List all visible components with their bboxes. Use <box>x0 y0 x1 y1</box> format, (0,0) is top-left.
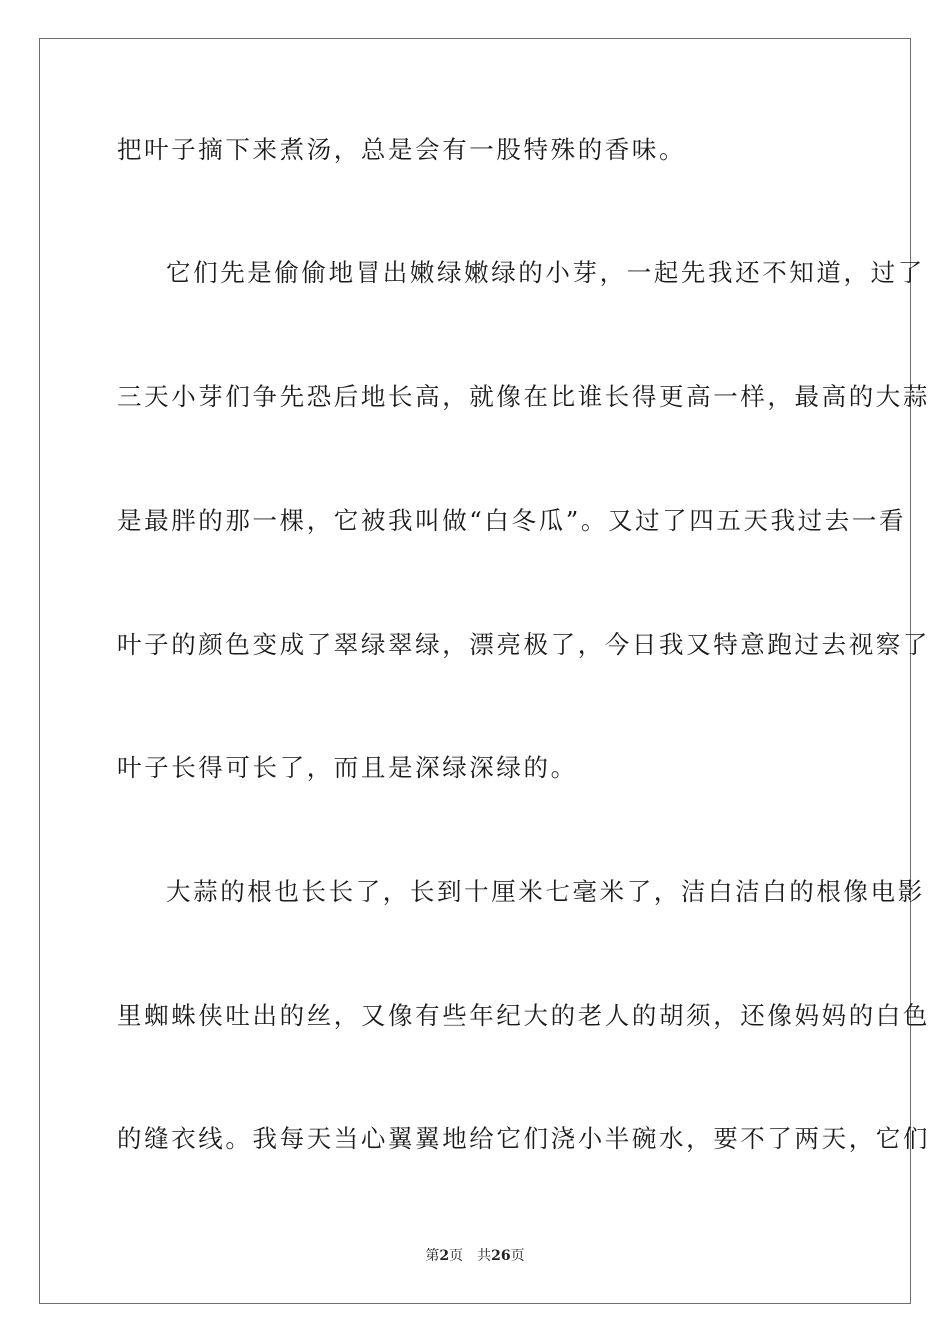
text-line-7: 大蒜的根也长长了，长到十厘米七毫米了，洁白洁白的根像电影 <box>166 877 925 906</box>
text-line-1: 把叶子摘下来煮汤，总是会有一股特殊的香味。 <box>117 135 687 164</box>
text-line-3: 三天小芽们争先恐后地长高，就像在比谁长得更高一样，最高的大蒜 <box>117 382 930 411</box>
page-suffix: 页 <box>449 1248 464 1264</box>
text-line-2: 它们先是偷偷地冒出嫩绿嫩绿的小芽，一起先我还不知道，过了 <box>166 258 925 287</box>
page-footer <box>0 1247 950 1265</box>
total-prefix: 共 <box>477 1248 492 1264</box>
total-pages: 26 <box>491 1248 511 1264</box>
text-line-4: 是最胖的那一棵，它被我叫做“白冬瓜”。又过了四五天我过去一看 <box>117 506 907 535</box>
text-line-9: 的缝衣线。我每天当心翼翼地给它们浇小半碗水，要不了两天，它们 <box>117 1124 930 1153</box>
page-prefix: 第 <box>425 1248 440 1264</box>
page-number: 2 <box>439 1248 450 1264</box>
total-suffix: 页 <box>510 1248 525 1264</box>
text-line-6: 叶子长得可长了，而且是深绿深绿的。 <box>117 753 578 782</box>
text-line-8: 里蜘蛛侠吐出的丝，又像有些年纪大的老人的胡须，还像妈妈的白色 <box>117 1001 930 1030</box>
text-line-5: 叶子的颜色变成了翠绿翠绿，漂亮极了，今日我又特意跑过去视察了 <box>117 630 930 659</box>
page-frame <box>39 38 930 1304</box>
